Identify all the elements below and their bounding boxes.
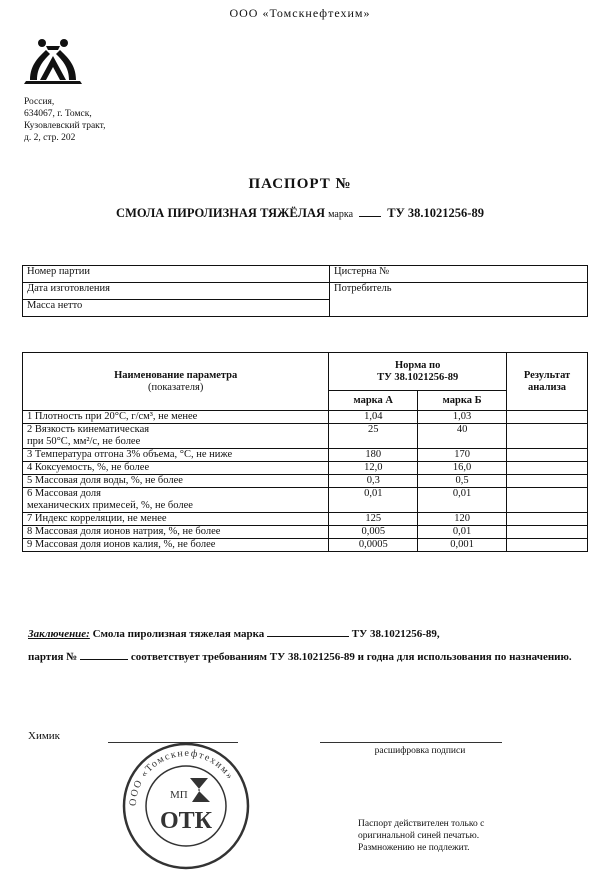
product-name: СМОЛА ПИРОЛИЗНАЯ ТЯЖЁЛАЯ [116, 206, 326, 220]
grade-a-value: 0,0005 [329, 539, 418, 552]
address-line: д. 2, стр. 202 [24, 133, 76, 143]
table-row [23, 424, 588, 449]
table-row [23, 488, 588, 513]
table-row [23, 411, 588, 424]
note-line: оригинальной синей печатью. [358, 831, 480, 841]
grade-a-value: 0,3 [329, 475, 418, 488]
grade-blank [267, 636, 349, 637]
result-value [507, 526, 588, 539]
document-title: ПАСПОРТ № [248, 176, 352, 192]
decode-line [320, 742, 502, 743]
result-value [507, 449, 588, 462]
result-value [507, 424, 588, 449]
tank-label: Цистерна № [330, 266, 588, 283]
grade-b-header: марка Б [418, 391, 507, 411]
table-row [23, 462, 588, 475]
grade-a-header: марка А [329, 391, 418, 411]
norm-header: Норма по ТУ 38.1021256-89 [329, 353, 507, 391]
grade-blank [359, 216, 381, 217]
company-address [24, 96, 105, 144]
table-row [23, 513, 588, 526]
address-line: 634067, г. Томск, [24, 109, 92, 119]
product-line [0, 206, 600, 221]
chemist-label: Химик [28, 730, 61, 742]
stamp-ring-text: ООО «Томскнефтехим» [127, 747, 236, 807]
results-header: Результат анализа [507, 353, 588, 411]
grade-a-value: 1,04 [329, 411, 418, 424]
grade-a-value: 12,0 [329, 462, 418, 475]
result-value [507, 462, 588, 475]
param-name: 5 Массовая доля воды, %, не более [23, 475, 329, 488]
grade-b-value: 0,5 [418, 475, 507, 488]
grade-b-value: 0,01 [418, 526, 507, 539]
grade-a-value: 25 [329, 424, 418, 449]
parameters-table [22, 352, 588, 552]
param-name: 9 Массовая доля ионов калия, %, не более [23, 539, 329, 552]
table-row [23, 449, 588, 462]
production-date-label: Дата изготовления [23, 283, 330, 300]
grade-a-value: 180 [329, 449, 418, 462]
net-mass-label: Масса нетто [23, 300, 330, 317]
company-logo-icon [22, 34, 84, 86]
result-value [507, 475, 588, 488]
table-row [23, 539, 588, 552]
param-name: 8 Массовая доля ионов натрия, %, не более [23, 526, 329, 539]
param-name: 6 Массовая доля механических примесей, %, не более [23, 488, 329, 513]
otk-stamp-icon [120, 740, 252, 872]
consumer-label: Потребитель [330, 283, 588, 317]
param-name: 3 Температура отгона 3% объема, °С, не ниже [23, 449, 329, 462]
batch-table [22, 265, 588, 317]
validity-note [358, 818, 548, 854]
conclusion-tu: ТУ 38.1021256-89, [351, 628, 440, 640]
stamp-mark: МП [170, 789, 188, 801]
grade-b-value: 16,0 [418, 462, 507, 475]
grade-b-value: 120 [418, 513, 507, 526]
grade-a-value: 0,005 [329, 526, 418, 539]
grade-label: марка [328, 209, 354, 220]
result-value [507, 513, 588, 526]
grade-b-value: 1,03 [418, 411, 507, 424]
address-line: Кузовлевский тракт, [24, 121, 106, 131]
grade-b-value: 170 [418, 449, 507, 462]
result-value [507, 411, 588, 424]
conclusion [28, 623, 586, 669]
decode-label: расшифровка подписи [374, 746, 466, 756]
batch-label: партия № [28, 651, 78, 663]
company-name: ООО «Томскнефтехим» [229, 6, 371, 20]
grade-a-value: 125 [329, 513, 418, 526]
note-line: Паспорт действителен только с [358, 819, 485, 829]
result-value [507, 539, 588, 552]
param-name: 1 Плотность при 20°С, г/см³, не менее [23, 411, 329, 424]
param-name: 2 Вязкость кинематическая при 50°С, мм²/с, не более [23, 424, 329, 449]
stamp-center-text: ОТК [159, 808, 213, 834]
grade-b-value: 0,001 [418, 539, 507, 552]
grade-b-value: 40 [418, 424, 507, 449]
address-line: Россия, [24, 97, 55, 107]
table-row [23, 475, 588, 488]
table-row [23, 526, 588, 539]
param-name: 4 Коксуемость, %, не более [23, 462, 329, 475]
batch-number-label: Номер партии [23, 266, 330, 283]
conclusion-label: Заключение: [28, 628, 90, 640]
grade-b-value: 0,01 [418, 488, 507, 513]
grade-a-value: 0,01 [329, 488, 418, 513]
note-line: Размножению не подлежит. [358, 843, 470, 853]
conclusion-statement: соответствует требованиям ТУ 38.1021256-89 и годна для использования по назначению. [130, 651, 572, 663]
param-name: 7 Индекс корреляции, не менее [23, 513, 329, 526]
product-tu: ТУ 38.1021256-89 [387, 206, 484, 220]
param-name-header: Наименование параметра (показателя) [23, 353, 329, 411]
result-value [507, 488, 588, 513]
conclusion-text: Смола пиролизная тяжелая марка [92, 628, 265, 640]
batch-blank [80, 659, 128, 660]
